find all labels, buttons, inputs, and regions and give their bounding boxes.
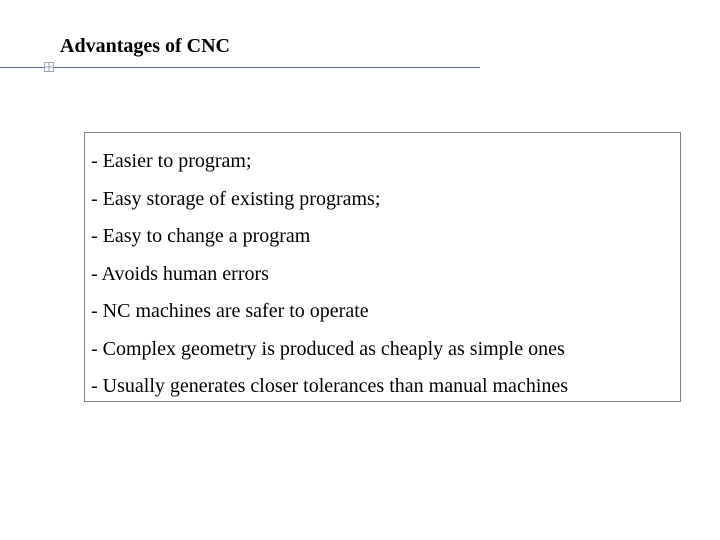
- list-item: - Easier to program;: [91, 150, 252, 172]
- list-item: - Usually generates closer tolerances than manual machines: [91, 375, 569, 397]
- list-item: - Avoids human errors: [91, 262, 269, 285]
- list-item: - Easy to change a program: [91, 225, 311, 247]
- list-item: - NC machines are safer to operate: [91, 300, 369, 322]
- divider-marker-icon: [44, 62, 54, 72]
- slide-title: Advantages of CNC: [60, 35, 230, 57]
- list-item: - Easy storage of existing programs;: [91, 187, 381, 210]
- list-item: - Complex geometry is produced as cheaply as simple ones: [91, 337, 565, 360]
- advantages-list: [91, 143, 568, 406]
- content-box: [84, 132, 681, 402]
- title-divider: [0, 67, 480, 68]
